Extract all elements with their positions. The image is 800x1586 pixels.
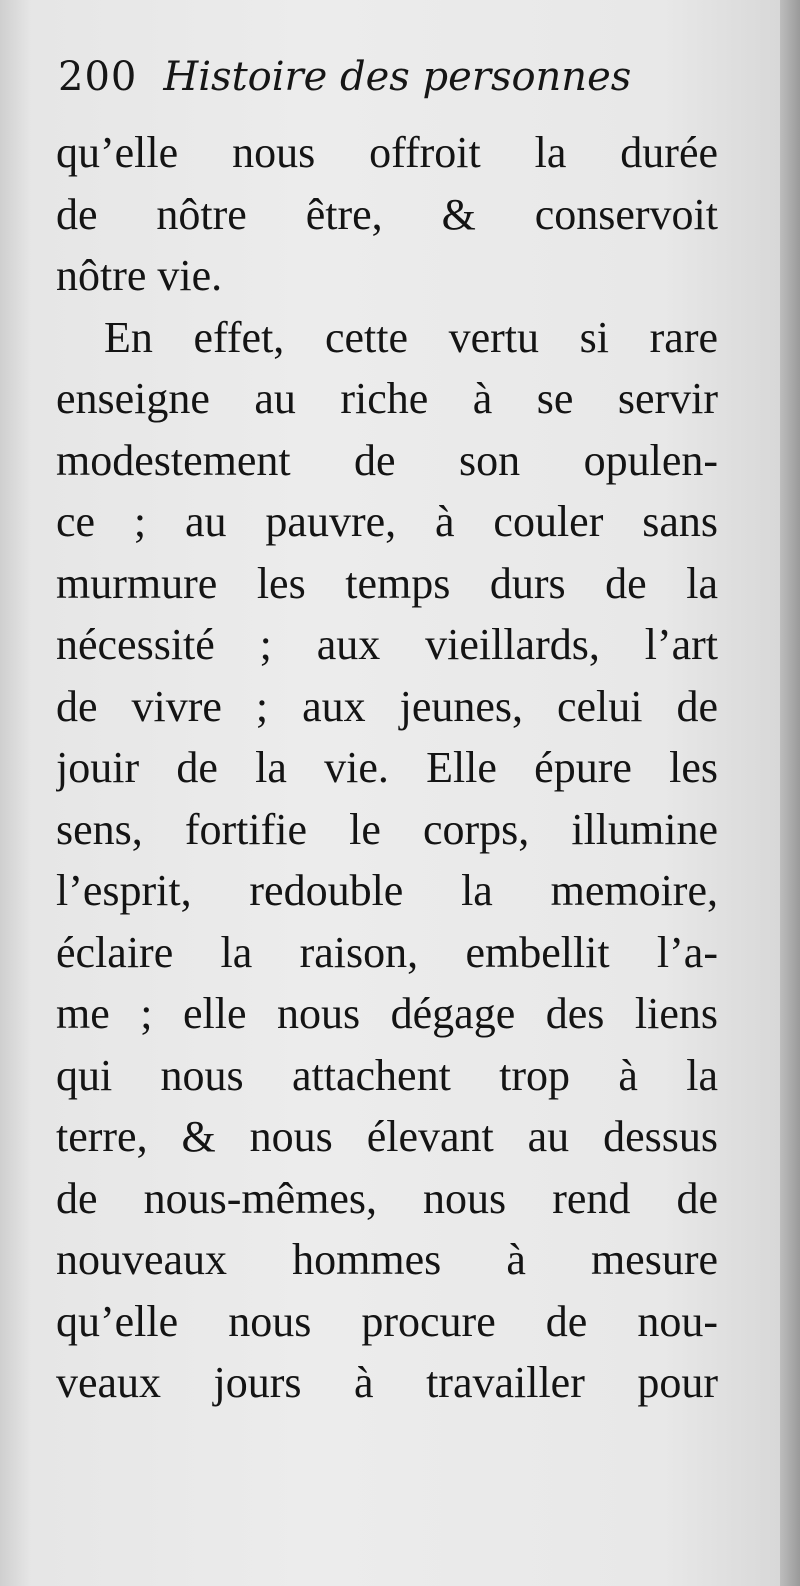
text-line: de nous-mêmes, nous rend de <box>56 1173 718 1223</box>
text-line: de vivre ; aux jeunes, celui de <box>56 681 718 731</box>
text-line: ce ; au pauvre, à couler sans <box>56 497 718 546</box>
text-line: jouir de la vie. Elle épure les <box>56 743 718 792</box>
paragraph-start-line: En effet, cette vertu si rare <box>104 312 718 362</box>
text-line: modestement de son opulen- <box>56 435 718 485</box>
running-title: Histoire des personnes <box>163 54 632 100</box>
text-line: enseigne au riche à se servir <box>56 374 718 423</box>
page-edge <box>780 0 800 1586</box>
text-line: qu’elle nous offroit la durée <box>56 128 718 177</box>
text-line: terre, & nous élevant au dessus <box>56 1112 718 1161</box>
text-line: l’esprit, redouble la memoire, <box>56 866 718 915</box>
text-line: nouveaux hommes à mesure <box>56 1235 718 1284</box>
text-line: qui nous attachent trop à la <box>56 1050 718 1100</box>
text-line: qu’elle nous procure de nou- <box>56 1296 718 1346</box>
text-line: sens, fortifie le corps, illumine <box>56 804 718 854</box>
body-text <box>56 122 718 1414</box>
text-line: murmure les temps durs de la <box>56 558 718 608</box>
text-line: veaux jours à travailler pour <box>56 1358 718 1407</box>
text-line: éclaire la raison, embellit l’a- <box>56 927 718 977</box>
text-line: nôtre vie. <box>56 251 223 300</box>
page-number: 200 <box>58 54 138 100</box>
text-line: de nôtre être, & conservoit <box>56 189 718 239</box>
text-line: me ; elle nous dégage des liens <box>56 989 718 1038</box>
page-header <box>58 54 631 114</box>
text-line: nécessité ; aux vieillards, l’art <box>56 620 718 669</box>
